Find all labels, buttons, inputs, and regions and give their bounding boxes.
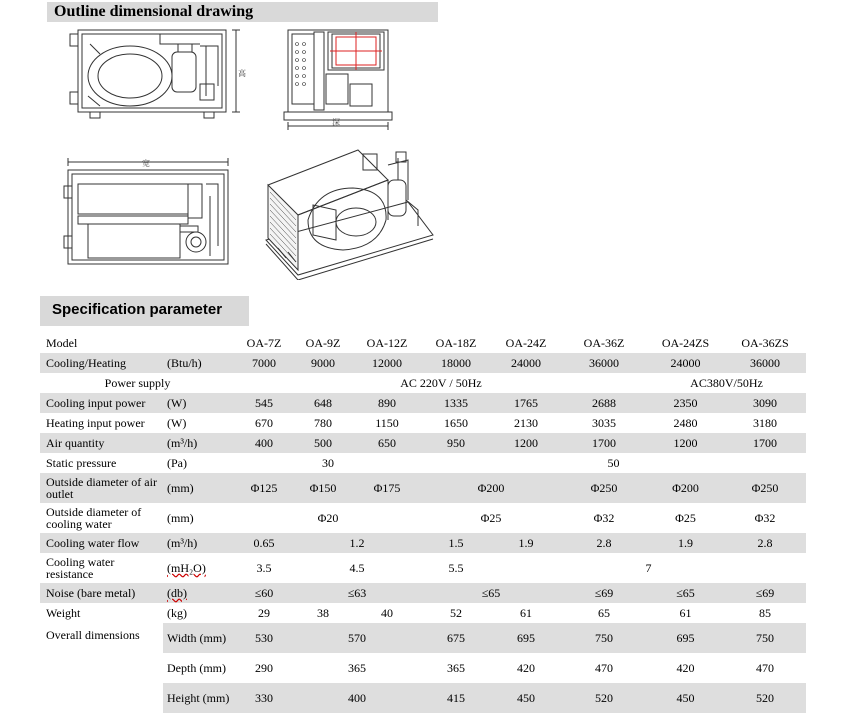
row-label: Outside diameter of air outlet bbox=[40, 473, 163, 503]
model-cell: OA-7Z bbox=[235, 333, 293, 353]
table-cell: ≤63 bbox=[293, 583, 421, 603]
table-cell: Φ175 bbox=[353, 473, 421, 503]
table-cell: 3180 bbox=[724, 413, 806, 433]
row-unit: Depth (mm) bbox=[163, 653, 235, 683]
spec-section-header bbox=[40, 296, 249, 326]
table-cell: 5.5 bbox=[421, 553, 491, 583]
table-cell: 9000 bbox=[293, 353, 353, 373]
outline-title: Outline dimensional drawing bbox=[54, 3, 254, 20]
table-cell: 400 bbox=[293, 683, 421, 713]
table-cell: 750 bbox=[561, 623, 647, 653]
table-cell: 750 bbox=[724, 623, 806, 653]
table-cell: 520 bbox=[561, 683, 647, 713]
depth-dim-label: 深 bbox=[332, 118, 340, 127]
table-row bbox=[40, 503, 806, 533]
table-cell: 4.5 bbox=[293, 553, 421, 583]
table-cell: 365 bbox=[421, 653, 491, 683]
row-label: Air quantity bbox=[40, 433, 163, 453]
row-unit: Width (mm) bbox=[163, 623, 235, 653]
table-cell: 695 bbox=[647, 623, 724, 653]
table-cell: 470 bbox=[724, 653, 806, 683]
row-label: Cooling water flow bbox=[40, 533, 163, 553]
table-row bbox=[40, 553, 806, 583]
table-row bbox=[40, 603, 806, 623]
table-cell: 1.9 bbox=[491, 533, 561, 553]
table-cell: 2.8 bbox=[561, 533, 647, 553]
row-label: Heating input power bbox=[40, 413, 163, 433]
table-cell: 1.5 bbox=[421, 533, 491, 553]
table-cell: 1200 bbox=[491, 433, 561, 453]
row-unit: Height (mm) bbox=[163, 683, 235, 713]
table-cell: 2130 bbox=[491, 413, 561, 433]
row-unit: (m³/h) bbox=[163, 533, 235, 553]
row-unit: (db) bbox=[163, 583, 235, 603]
table-cell: 420 bbox=[647, 653, 724, 683]
table-cell: 890 bbox=[353, 393, 421, 413]
spec-title: Specification parameter bbox=[52, 301, 223, 318]
table-cell: 18000 bbox=[421, 353, 491, 373]
table-cell: 36000 bbox=[724, 353, 806, 373]
model-cell: OA-36Z bbox=[561, 333, 647, 353]
table-cell: 50 bbox=[421, 453, 806, 473]
table-cell: 365 bbox=[293, 653, 421, 683]
row-unit: (kg) bbox=[163, 603, 235, 623]
table-cell: 38 bbox=[293, 603, 353, 623]
table-cell: Φ125 bbox=[235, 473, 293, 503]
table-cell: Φ32 bbox=[724, 503, 806, 533]
table-cell: 545 bbox=[235, 393, 293, 413]
table-cell: 24000 bbox=[647, 353, 724, 373]
row-label: Cooling/Heating bbox=[40, 353, 163, 373]
table-cell: 3090 bbox=[724, 393, 806, 413]
table-cell: 450 bbox=[647, 683, 724, 713]
table-cell: 1765 bbox=[491, 393, 561, 413]
model-header: Model bbox=[40, 333, 235, 353]
table-cell: 530 bbox=[235, 623, 293, 653]
top-view-drawing bbox=[58, 156, 233, 268]
model-cell: OA-12Z bbox=[353, 333, 421, 353]
table-cell: 2688 bbox=[561, 393, 647, 413]
table-cell: 520 bbox=[724, 683, 806, 713]
table-cell: 61 bbox=[647, 603, 724, 623]
row-unit: (mm) bbox=[163, 473, 235, 503]
model-cell: OA-24Z bbox=[491, 333, 561, 353]
table-cell: 1650 bbox=[421, 413, 491, 433]
table-cell: 675 bbox=[421, 623, 491, 653]
table-cell: Φ200 bbox=[647, 473, 724, 503]
table-row bbox=[40, 583, 806, 603]
row-label: Overall dimensions bbox=[40, 623, 163, 713]
table-cell: 1200 bbox=[647, 433, 724, 453]
table-row bbox=[40, 413, 806, 433]
model-cell: OA-18Z bbox=[421, 333, 491, 353]
table-cell: 7000 bbox=[235, 353, 293, 373]
isometric-view-drawing bbox=[258, 140, 438, 280]
table-row bbox=[40, 623, 806, 653]
table-cell: Φ200 bbox=[421, 473, 561, 503]
table-row bbox=[40, 393, 806, 413]
table-cell: 780 bbox=[293, 413, 353, 433]
table-cell: 12000 bbox=[353, 353, 421, 373]
table-cell: 2.8 bbox=[724, 533, 806, 553]
row-label: Cooling water resistance bbox=[40, 553, 163, 583]
row-label: Outside diameter of cooling water bbox=[40, 503, 163, 533]
table-cell: 420 bbox=[491, 653, 561, 683]
table-cell: 3.5 bbox=[235, 553, 293, 583]
row-unit: (m³/h) bbox=[163, 433, 235, 453]
outline-section-header bbox=[47, 2, 438, 22]
table-row bbox=[40, 373, 806, 393]
row-unit: (Pa) bbox=[163, 453, 235, 473]
table-cell: 36000 bbox=[561, 353, 647, 373]
row-unit: (Btu/h) bbox=[163, 353, 235, 373]
table-cell: ≤69 bbox=[561, 583, 647, 603]
table-cell: Φ25 bbox=[647, 503, 724, 533]
row-unit: (W) bbox=[163, 413, 235, 433]
table-cell: 330 bbox=[235, 683, 293, 713]
table-cell: 1700 bbox=[561, 433, 647, 453]
model-cell: OA-24ZS bbox=[647, 333, 724, 353]
table-row bbox=[40, 353, 806, 373]
table-cell: Φ32 bbox=[561, 503, 647, 533]
table-cell: 470 bbox=[561, 653, 647, 683]
row-label: Power supply bbox=[40, 373, 235, 393]
front-view-drawing bbox=[60, 24, 255, 124]
table-cell: Φ250 bbox=[724, 473, 806, 503]
table-row bbox=[40, 333, 806, 353]
table-cell: 1.2 bbox=[293, 533, 421, 553]
table-cell: 400 bbox=[235, 433, 293, 453]
table-row bbox=[40, 533, 806, 553]
table-cell: AC380V/50Hz bbox=[647, 373, 806, 393]
table-cell: 0.65 bbox=[235, 533, 293, 553]
table-cell: Φ250 bbox=[561, 473, 647, 503]
table-cell: 29 bbox=[235, 603, 293, 623]
table-cell: ≤65 bbox=[647, 583, 724, 603]
table-cell: ≤65 bbox=[421, 583, 561, 603]
table-cell: 670 bbox=[235, 413, 293, 433]
model-cell: OA-36ZS bbox=[724, 333, 806, 353]
model-cell: OA-9Z bbox=[293, 333, 353, 353]
width-dim-label: 宽 bbox=[142, 159, 150, 168]
table-cell: 65 bbox=[561, 603, 647, 623]
table-row bbox=[40, 453, 806, 473]
table-cell: 2350 bbox=[647, 393, 724, 413]
table-cell: 30 bbox=[235, 453, 421, 473]
table-cell: 950 bbox=[421, 433, 491, 453]
height-dim-label: 高 bbox=[238, 69, 246, 78]
row-label: Cooling input power bbox=[40, 393, 163, 413]
table-cell: 1.9 bbox=[647, 533, 724, 553]
table-cell: 290 bbox=[235, 653, 293, 683]
table-cell: AC 220V / 50Hz bbox=[235, 373, 647, 393]
row-label: Static pressure bbox=[40, 453, 163, 473]
table-cell: 61 bbox=[491, 603, 561, 623]
table-cell: 650 bbox=[353, 433, 421, 453]
table-cell: 500 bbox=[293, 433, 353, 453]
row-unit: (mH₂O) bbox=[163, 553, 235, 583]
table-row bbox=[40, 473, 806, 503]
table-cell: 52 bbox=[421, 603, 491, 623]
table-cell: 450 bbox=[491, 683, 561, 713]
table-cell: 415 bbox=[421, 683, 491, 713]
table-cell: 3035 bbox=[561, 413, 647, 433]
table-cell: 85 bbox=[724, 603, 806, 623]
table-cell: ≤69 bbox=[724, 583, 806, 603]
table-cell: 1150 bbox=[353, 413, 421, 433]
row-label: Weight bbox=[40, 603, 163, 623]
table-cell: 7 bbox=[491, 553, 806, 583]
table-cell: Φ150 bbox=[293, 473, 353, 503]
table-cell: 1335 bbox=[421, 393, 491, 413]
table-cell: 648 bbox=[293, 393, 353, 413]
table-cell: 695 bbox=[491, 623, 561, 653]
table-cell: ≤60 bbox=[235, 583, 293, 603]
side-view-drawing bbox=[280, 24, 400, 134]
row-unit: (W) bbox=[163, 393, 235, 413]
table-cell: 40 bbox=[353, 603, 421, 623]
table-cell: Φ25 bbox=[421, 503, 561, 533]
table-cell: 24000 bbox=[491, 353, 561, 373]
row-unit: (mm) bbox=[163, 503, 235, 533]
row-label: Noise (bare metal) bbox=[40, 583, 163, 603]
table-cell: Φ20 bbox=[235, 503, 421, 533]
table-cell: 570 bbox=[293, 623, 421, 653]
table-cell: 2480 bbox=[647, 413, 724, 433]
table-row bbox=[40, 433, 806, 453]
spec-table bbox=[40, 333, 806, 713]
table-cell: 1700 bbox=[724, 433, 806, 453]
